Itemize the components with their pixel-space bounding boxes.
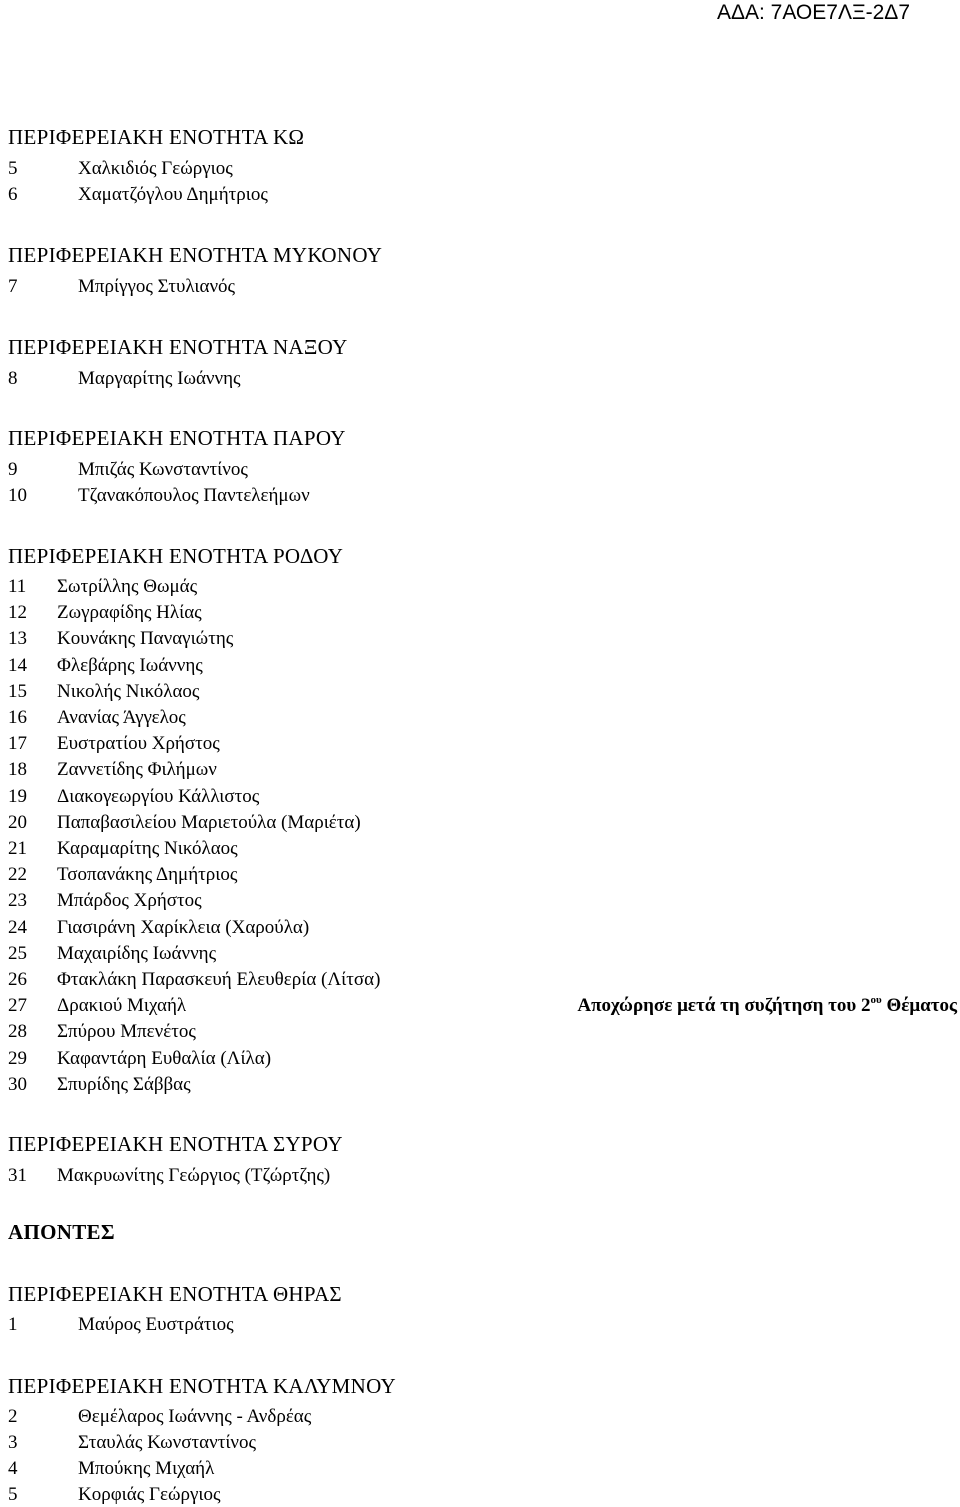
member-number: 5 xyxy=(8,158,18,179)
member-number: 29 xyxy=(8,1048,27,1069)
member-name: Θεμέλαρος Ιωάννης - Ανδρέας xyxy=(78,1406,312,1427)
absent-heading: ΑΠΟΝΤΕΣ xyxy=(8,1220,115,1244)
member-name: Ζωγραφίδης Ηλίας xyxy=(57,602,202,623)
member-name: Καραμαρίτης Νικόλαος xyxy=(57,838,238,859)
member-name: Μαργαρίτης Ιωάννης xyxy=(78,368,241,389)
member-name: Μπούκης Μιχαήλ xyxy=(78,1458,215,1479)
member-name: Μαύρος Ευστράτιος xyxy=(78,1314,234,1335)
section-heading-kalymnos: ΠΕΡΙΦΕΡΕΙΑΚΗ ΕΝΟΤΗΤΑ ΚΑΛΥΜΝΟΥ xyxy=(8,1374,397,1398)
member-number: 14 xyxy=(8,655,27,676)
member-name: Φλεβάρης Ιωάννης xyxy=(57,655,203,676)
ordinal-suffix: ου xyxy=(870,994,882,1006)
member-number: 30 xyxy=(8,1074,27,1095)
member-number: 1 xyxy=(8,1314,18,1335)
departure-note-end: Θέματος xyxy=(881,995,957,1016)
member-name: Δρακιού Μιχαήλ xyxy=(57,995,187,1016)
member-name: Τσοπανάκης Δημήτριος xyxy=(57,864,238,885)
member-number: 11 xyxy=(8,576,27,597)
member-number: 7 xyxy=(8,276,18,297)
section-heading-mykonos: ΠΕΡΙΦΕΡΕΙΑΚΗ ΕΝΟΤΗΤΑ ΜΥΚΟΝΟΥ xyxy=(8,243,383,267)
member-number: 13 xyxy=(8,628,27,649)
section-heading-rhodes: ΠΕΡΙΦΕΡΕΙΑΚΗ ΕΝΟΤΗΤΑ ΡΟΔΟΥ xyxy=(8,544,344,568)
section-heading-paros: ΠΕΡΙΦΕΡΕΙΑΚΗ ΕΝΟΤΗΤΑ ΠΑΡΟΥ xyxy=(8,426,346,450)
section-heading-thira: ΠΕΡΙΦΕΡΕΙΑΚΗ ΕΝΟΤΗΤΑ ΘΗΡΑΣ xyxy=(8,1282,342,1306)
member-number: 24 xyxy=(8,917,27,938)
member-name: Σωτρίλλης Θωμάς xyxy=(57,576,198,597)
member-number: 12 xyxy=(8,602,27,623)
member-number: 28 xyxy=(8,1021,27,1042)
member-number: 8 xyxy=(8,368,18,389)
member-name: Μαχαιρίδης Ιωάννης xyxy=(57,943,217,964)
member-name: Μπάρδος Χρήστος xyxy=(57,890,202,911)
member-number: 10 xyxy=(8,485,27,506)
member-name: Μπιζάς Κωνσταντίνος xyxy=(78,459,248,480)
section-heading-kos: ΠΕΡΙΦΕΡΕΙΑΚΗ ΕΝΟΤΗΤΑ ΚΩ xyxy=(8,125,305,149)
member-number: 17 xyxy=(8,733,27,754)
member-name: Χαματζόγλου Δημήτριος xyxy=(78,184,268,205)
departure-note-text: Αποχώρησε μετά τη συζήτηση του 2 xyxy=(577,995,871,1016)
member-name: Κουνάκης Παναγιώτης xyxy=(57,628,234,649)
member-number: 3 xyxy=(8,1432,18,1453)
member-name: Σταυλάς Κωνσταντίνος xyxy=(78,1432,257,1453)
member-name: Σπύρου Μπενέτος xyxy=(57,1021,196,1042)
member-name: Διακογεωργίου Κάλλιστος xyxy=(57,786,260,807)
member-number: 27 xyxy=(8,995,27,1016)
member-name: Ανανίας Άγγελος xyxy=(57,707,186,728)
member-number: 31 xyxy=(8,1165,27,1186)
member-number: 18 xyxy=(8,759,27,780)
member-name: Φτακλάκη Παρασκευή Ελευθερία (Λίτσα) xyxy=(57,969,381,990)
member-number: 22 xyxy=(8,864,27,885)
member-name: Νικολής Νικόλαος xyxy=(57,681,200,702)
member-number: 5 xyxy=(8,1484,18,1505)
member-number: 23 xyxy=(8,890,27,911)
ada-code: ΑΔΑ: 7ΑΟΕ7ΛΞ-2Δ7 xyxy=(716,1,910,24)
member-name: Τζανακόπουλος Παντελεήμων xyxy=(78,485,310,506)
member-number: 21 xyxy=(8,838,27,859)
section-heading-naxos: ΠΕΡΙΦΕΡΕΙΑΚΗ ΕΝΟΤΗΤΑ ΝΑΞΟΥ xyxy=(8,335,348,359)
member-name: Χαλκιδιός Γεώργιος xyxy=(78,158,233,179)
member-name: Ζαννετίδης Φιλήμων xyxy=(57,759,217,780)
member-number: 2 xyxy=(8,1406,18,1427)
member-name: Παπαβασιλείου Μαριετούλα (Μαριέτα) xyxy=(57,812,361,833)
member-name: Καφαντάρη Ευθαλία (Λίλα) xyxy=(57,1048,272,1069)
section-heading-syros: ΠΕΡΙΦΕΡΕΙΑΚΗ ΕΝΟΤΗΤΑ ΣΥΡΟΥ xyxy=(8,1132,343,1156)
member-number: 25 xyxy=(8,943,27,964)
member-number: 16 xyxy=(8,707,27,728)
member-number: 20 xyxy=(8,812,27,833)
member-name: Σπυρίδης Σάββας xyxy=(57,1074,191,1095)
member-number: 15 xyxy=(8,681,27,702)
member-number: 9 xyxy=(8,459,18,480)
member-number: 6 xyxy=(8,184,18,205)
member-name: Μακρυωνίτης Γεώργιος (Τζώρτζης) xyxy=(57,1165,331,1186)
member-number: 19 xyxy=(8,786,27,807)
member-name: Γιασιράνη Χαρίκλεια (Χαρούλα) xyxy=(57,917,310,938)
member-number: 4 xyxy=(8,1458,18,1479)
member-number: 26 xyxy=(8,969,27,990)
member-name: Ευστρατίου Χρήστος xyxy=(57,733,220,754)
departure-note xyxy=(577,994,957,1018)
member-name: Κορφιάς Γεώργιος xyxy=(78,1484,221,1505)
member-name: Μπρίγγος Στυλιανός xyxy=(78,276,236,297)
